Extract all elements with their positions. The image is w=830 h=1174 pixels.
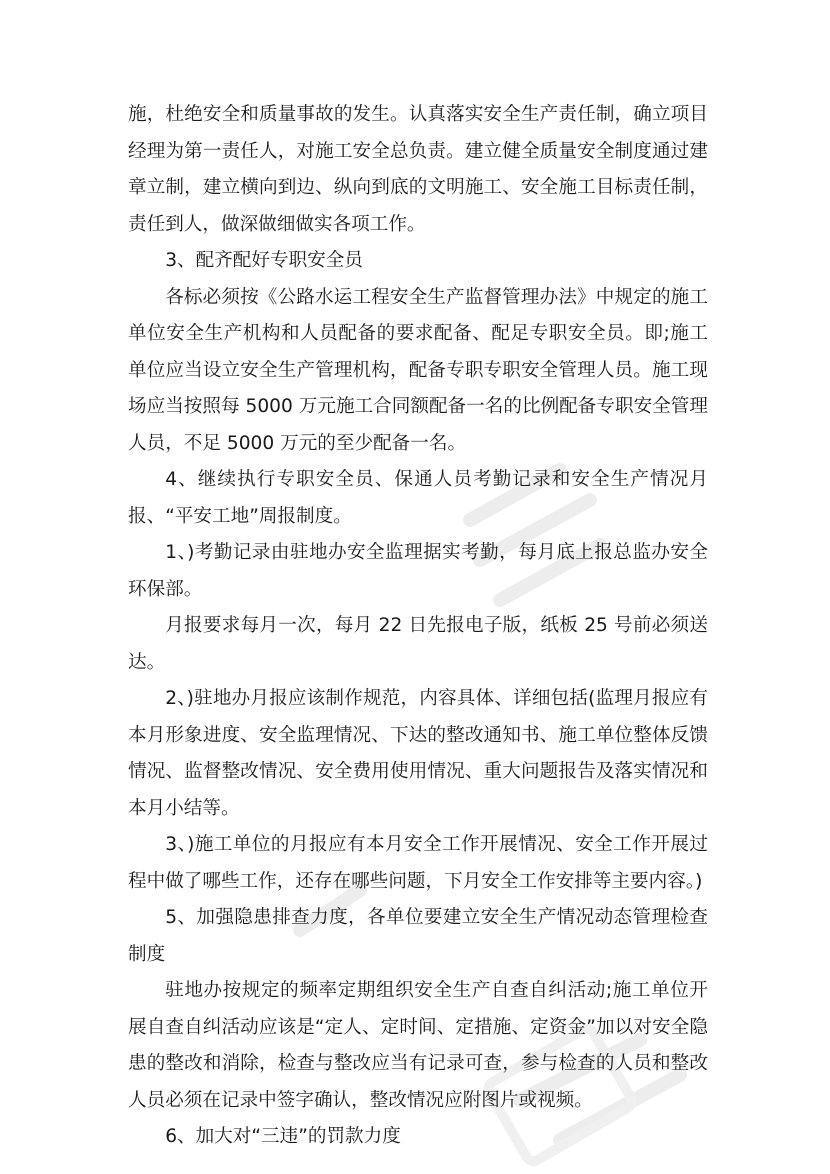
heading-6-penalties: 6、加大对“三违”的罚款力度: [165, 1126, 401, 1147]
heading-5-hazard-inspection: 5、加强隐患排查力度，各单位要建立安全生产情况动态管理检查制度: [128, 907, 708, 965]
paragraph-continuation: 施，杜绝安全和质量事故的发生。认真落实安全生产责任制，确立项目经理为第一责任人，对施工安全总负责。建立健全质量安全制度通过建章立制，建立横向到边、纵向到底的文明施工、安全施工目标责任制，责任到人，做深做细做实各项工作。: [128, 104, 708, 235]
item-2-supervisor-report: 2、)驻地办月报应该制作规范，内容具体、详细包括(监理月报应有本月形象进度、安全监理情况、下达的整改通知书、施工单位整体反馈情况、监督整改情况、安全费用使用情况、重大问题报告及落实情况和本月小结等。: [128, 688, 708, 819]
heading-3-safety-officers: 3、配齐配好专职安全员: [165, 250, 363, 271]
document-body: [128, 97, 708, 1156]
paragraph-monthly-report: 月报要求每月一次，每月 22 日先报电子版，纸板 25 号前必须送达。: [128, 615, 708, 673]
item-3-contractor-report: 3、)施工单位的月报应有本月安全工作开展情况、安全工作开展过程中做了哪些工作，还存在哪些问题，下月安全工作安排等主要内容。): [128, 834, 708, 892]
paragraph-staffing-requirements: 各标必须按《公路水运工程安全生产监督管理办法》中规定的施工单位安全生产机构和人员配备的要求配备、配足专职安全员。即;施工单位应当设立安全生产管理机构，配备专职专职安全管理人员。施工现场应当按照每 5000 万元施工合同额配备一名的比例配备专职安全管理人员，不足 5000 万元的至少配备一名。: [128, 286, 708, 454]
heading-4-reporting-system: 4、继续执行专职安全员、保通人员考勤记录和安全生产情况月报、“平安工地”周报制度。: [128, 469, 708, 527]
paragraph-self-inspection: 驻地办按规定的频率定期组织安全生产自查自纠活动;施工单位开展自查自纠活动应该是“定人、定时间、定措施、定资金”加以对安全隐患的整改和消除，检查与整改应当有记录可查，参与检查的人员和整改人员必须在记录中签字确认，整改情况应附图片或视频。: [128, 980, 708, 1111]
item-1-attendance: 1、)考勤记录由驻地办安全监理据实考勤，每月底上报总监办安全环保部。: [128, 542, 708, 600]
